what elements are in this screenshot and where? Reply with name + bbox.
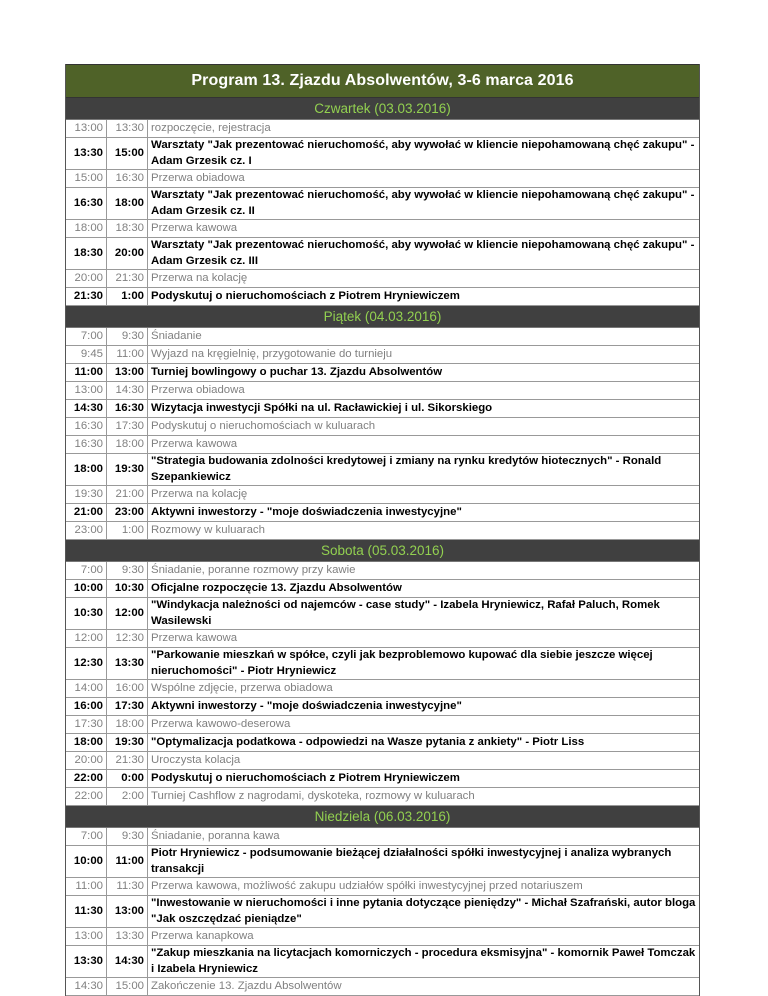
end-time: 13:30 bbox=[107, 120, 148, 138]
end-time: 18:00 bbox=[107, 188, 148, 220]
schedule-row bbox=[66, 486, 699, 504]
start-time: 7:00 bbox=[66, 562, 107, 580]
event-description: Przerwa obiadowa bbox=[148, 170, 700, 188]
day-header bbox=[66, 540, 699, 562]
end-time: 21:30 bbox=[107, 270, 148, 288]
event-description: rozpoczęcie, rejestracja bbox=[148, 120, 700, 138]
end-time: 1:00 bbox=[107, 288, 148, 306]
event-description: Przerwa kawowa, możliwość zakupu udziałów spółki inwestycyjnej przed notariuszem bbox=[148, 878, 700, 896]
end-time: 18:00 bbox=[107, 716, 148, 734]
event-description: Śniadanie, poranna kawa bbox=[148, 828, 700, 846]
event-description: Piotr Hryniewicz - podsumowanie bieżącej działalności spółki inwestycyjnej i analiza wybranych transakcji bbox=[148, 846, 700, 878]
day-label: Piątek (04.03.2016) bbox=[323, 309, 442, 324]
end-time: 17:30 bbox=[107, 418, 148, 436]
start-time: 7:00 bbox=[66, 828, 107, 846]
schedule-row bbox=[66, 138, 699, 170]
schedule-row bbox=[66, 946, 699, 978]
event-description: Śniadanie, poranne rozmowy przy kawie bbox=[148, 562, 700, 580]
schedule-row bbox=[66, 120, 699, 138]
event-description: Przerwa kawowa bbox=[148, 630, 700, 648]
schedule-row bbox=[66, 170, 699, 188]
event-description: Turniej bowlingowy o puchar 13. Zjazdu Absolwentów bbox=[148, 364, 700, 382]
schedule-row bbox=[66, 828, 699, 846]
end-time: 0:00 bbox=[107, 770, 148, 788]
end-time: 21:30 bbox=[107, 752, 148, 770]
event-description: Warsztaty "Jak prezentować nieruchomość, aby wywołać w kliencie niepohamowaną chęć zakupu" - Adam Grzesik cz. III bbox=[148, 238, 700, 270]
event-description: Aktywni inwestorzy - "moje doświadczenia inwestycyjne" bbox=[148, 698, 700, 716]
start-time: 18:00 bbox=[66, 454, 107, 486]
start-time: 21:00 bbox=[66, 504, 107, 522]
start-time: 18:00 bbox=[66, 220, 107, 238]
start-time: 14:30 bbox=[66, 400, 107, 418]
event-description: Aktywni inwestorzy - "moje doświadczenia inwestycyjne" bbox=[148, 504, 700, 522]
event-description: Przerwa kawowa bbox=[148, 220, 700, 238]
event-description: "Strategia budowania zdolności kredytowej i zmiany na rynku kredytów hiotecznych" - Ronald Szepankiewicz bbox=[148, 454, 700, 486]
start-time: 16:30 bbox=[66, 188, 107, 220]
event-description: Uroczysta kolacja bbox=[148, 752, 700, 770]
event-description: "Optymalizacja podatkowa - odpowiedzi na Wasze pytania z ankiety" - Piotr Liss bbox=[148, 734, 700, 752]
schedule-table bbox=[66, 562, 699, 806]
event-description: Przerwa na kolację bbox=[148, 270, 700, 288]
event-description: Śniadanie bbox=[148, 328, 700, 346]
end-time: 20:00 bbox=[107, 238, 148, 270]
schedule-row bbox=[66, 238, 699, 270]
event-description: Przerwa na kolację bbox=[148, 486, 700, 504]
end-time: 12:30 bbox=[107, 630, 148, 648]
schedule-row bbox=[66, 436, 699, 454]
end-time: 13:30 bbox=[107, 648, 148, 680]
schedule-row bbox=[66, 400, 699, 418]
start-time: 10:00 bbox=[66, 580, 107, 598]
schedule-row bbox=[66, 188, 699, 220]
end-time: 15:00 bbox=[107, 138, 148, 170]
start-time: 14:00 bbox=[66, 680, 107, 698]
event-description: Przerwa obiadowa bbox=[148, 382, 700, 400]
program-title: Program 13. Zjazdu Absolwentów, 3-6 marca 2016 bbox=[191, 72, 574, 89]
end-time: 17:30 bbox=[107, 698, 148, 716]
schedule-row bbox=[66, 382, 699, 400]
start-time: 13:30 bbox=[66, 138, 107, 170]
schedule-row bbox=[66, 878, 699, 896]
end-time: 23:00 bbox=[107, 504, 148, 522]
start-time: 16:30 bbox=[66, 418, 107, 436]
start-time: 15:00 bbox=[66, 170, 107, 188]
start-time: 14:30 bbox=[66, 978, 107, 996]
day-label: Sobota (05.03.2016) bbox=[320, 543, 445, 558]
end-time: 18:00 bbox=[107, 436, 148, 454]
start-time: 22:00 bbox=[66, 788, 107, 806]
event-description: Podyskutuj o nieruchomościach w kuluarach bbox=[148, 418, 700, 436]
program-title-bar bbox=[66, 64, 699, 98]
schedule-row bbox=[66, 978, 699, 996]
schedule-row bbox=[66, 270, 699, 288]
start-time: 17:30 bbox=[66, 716, 107, 734]
end-time: 14:30 bbox=[107, 946, 148, 978]
event-description: Rozmowy w kuluarach bbox=[148, 522, 700, 540]
schedule-row bbox=[66, 928, 699, 946]
end-time: 9:30 bbox=[107, 562, 148, 580]
event-description: Przerwa kawowo-deserowa bbox=[148, 716, 700, 734]
end-time: 13:00 bbox=[107, 896, 148, 928]
day-header bbox=[66, 806, 699, 828]
start-time: 13:00 bbox=[66, 928, 107, 946]
event-description: Wizytacja inwestycji Spółki na ul. Racławickiej i ul. Sikorskiego bbox=[148, 400, 700, 418]
start-time: 10:00 bbox=[66, 846, 107, 878]
schedule-row bbox=[66, 716, 699, 734]
day-header bbox=[66, 306, 699, 328]
start-time: 13:30 bbox=[66, 946, 107, 978]
schedule-table bbox=[66, 828, 699, 996]
start-time: 12:30 bbox=[66, 648, 107, 680]
event-description: Podyskutuj o nieruchomościach z Piotrem Hryniewiczem bbox=[148, 288, 700, 306]
event-description: Oficjalne rozpoczęcie 13. Zjazdu Absolwentów bbox=[148, 580, 700, 598]
start-time: 13:00 bbox=[66, 120, 107, 138]
start-time: 20:00 bbox=[66, 752, 107, 770]
start-time: 11:00 bbox=[66, 364, 107, 382]
program-sheet bbox=[65, 64, 700, 996]
schedule-row bbox=[66, 328, 699, 346]
event-description: Warsztaty "Jak prezentować nieruchomość, aby wywołać w kliencie niepohamowaną chęć zakupu" - Adam Grzesik cz. II bbox=[148, 188, 700, 220]
schedule-row bbox=[66, 522, 699, 540]
start-time: 7:00 bbox=[66, 328, 107, 346]
schedule-row bbox=[66, 788, 699, 806]
start-time: 16:00 bbox=[66, 698, 107, 716]
schedule-row bbox=[66, 364, 699, 382]
end-time: 16:30 bbox=[107, 170, 148, 188]
start-time: 18:30 bbox=[66, 238, 107, 270]
event-description: Przerwa kanapkowa bbox=[148, 928, 700, 946]
end-time: 1:00 bbox=[107, 522, 148, 540]
days-container bbox=[66, 98, 699, 996]
schedule-row bbox=[66, 680, 699, 698]
day-label: Niedziela (06.03.2016) bbox=[314, 809, 451, 824]
event-description: Przerwa kawowa bbox=[148, 436, 700, 454]
end-time: 2:00 bbox=[107, 788, 148, 806]
schedule-row bbox=[66, 630, 699, 648]
end-time: 21:00 bbox=[107, 486, 148, 504]
schedule-row bbox=[66, 648, 699, 680]
schedule-row bbox=[66, 698, 699, 716]
schedule-table bbox=[66, 328, 699, 540]
event-description: Warsztaty "Jak prezentować nieruchomość, aby wywołać w kliencie niepohamowaną chęć zakupu" - Adam Grzesik cz. I bbox=[148, 138, 700, 170]
start-time: 13:00 bbox=[66, 382, 107, 400]
end-time: 10:30 bbox=[107, 580, 148, 598]
end-time: 9:30 bbox=[107, 328, 148, 346]
end-time: 19:30 bbox=[107, 734, 148, 752]
start-time: 11:00 bbox=[66, 878, 107, 896]
end-time: 16:30 bbox=[107, 400, 148, 418]
end-time: 15:00 bbox=[107, 978, 148, 996]
day-label: Czwartek (03.03.2016) bbox=[314, 101, 451, 116]
event-description: "Parkowanie mieszkań w spółce, czyli jak bezproblemowo kupować dla siebie jeszcze więcej nieruchomości" - Piotr Hryniewicz bbox=[148, 648, 700, 680]
event-description: Zakończenie 13. Zjazdu Absolwentów bbox=[148, 978, 700, 996]
end-time: 11:30 bbox=[107, 878, 148, 896]
start-time: 12:00 bbox=[66, 630, 107, 648]
schedule-row bbox=[66, 734, 699, 752]
start-time: 19:30 bbox=[66, 486, 107, 504]
schedule-row bbox=[66, 504, 699, 522]
event-description: "Zakup mieszkania na licytacjach komorniczych - procedura eksmisyjna" - komornik Paweł Tomczak i Izabela Hryniewicz bbox=[148, 946, 700, 978]
schedule-row bbox=[66, 220, 699, 238]
event-description: "Inwestowanie w nieruchomości i inne pytania dotyczące pieniędzy" - Michał Szafrański, autor bloga "Jak oszczędzać pieniądze" bbox=[148, 896, 700, 928]
end-time: 9:30 bbox=[107, 828, 148, 846]
end-time: 16:00 bbox=[107, 680, 148, 698]
event-description: Wyjazd na kręgielnię, przygotowanie do turnieju bbox=[148, 346, 700, 364]
start-time: 10:30 bbox=[66, 598, 107, 630]
schedule-row bbox=[66, 752, 699, 770]
event-description: Podyskutuj o nieruchomościach z Piotrem Hryniewiczem bbox=[148, 770, 700, 788]
start-time: 22:00 bbox=[66, 770, 107, 788]
end-time: 11:00 bbox=[107, 346, 148, 364]
end-time: 13:30 bbox=[107, 928, 148, 946]
schedule-row bbox=[66, 580, 699, 598]
end-time: 19:30 bbox=[107, 454, 148, 486]
event-description: Turniej Cashflow z nagrodami, dyskoteka, rozmowy w kuluarach bbox=[148, 788, 700, 806]
end-time: 14:30 bbox=[107, 382, 148, 400]
day-header bbox=[66, 98, 699, 120]
schedule-row bbox=[66, 846, 699, 878]
event-description: Wspólne zdjęcie, przerwa obiadowa bbox=[148, 680, 700, 698]
end-time: 13:00 bbox=[107, 364, 148, 382]
schedule-row bbox=[66, 562, 699, 580]
event-description: "Windykacja należności od najemców - case study" - Izabela Hryniewicz, Rafał Paluch, Romek Wasilewski bbox=[148, 598, 700, 630]
start-time: 11:30 bbox=[66, 896, 107, 928]
schedule-row bbox=[66, 598, 699, 630]
start-time: 18:00 bbox=[66, 734, 107, 752]
schedule-row bbox=[66, 346, 699, 364]
schedule-row bbox=[66, 896, 699, 928]
start-time: 20:00 bbox=[66, 270, 107, 288]
start-time: 16:30 bbox=[66, 436, 107, 454]
schedule-table bbox=[66, 120, 699, 306]
end-time: 18:30 bbox=[107, 220, 148, 238]
end-time: 12:00 bbox=[107, 598, 148, 630]
schedule-row bbox=[66, 288, 699, 306]
schedule-row bbox=[66, 770, 699, 788]
schedule-row bbox=[66, 454, 699, 486]
schedule-row bbox=[66, 418, 699, 436]
start-time: 23:00 bbox=[66, 522, 107, 540]
start-time: 9:45 bbox=[66, 346, 107, 364]
start-time: 21:30 bbox=[66, 288, 107, 306]
end-time: 11:00 bbox=[107, 846, 148, 878]
